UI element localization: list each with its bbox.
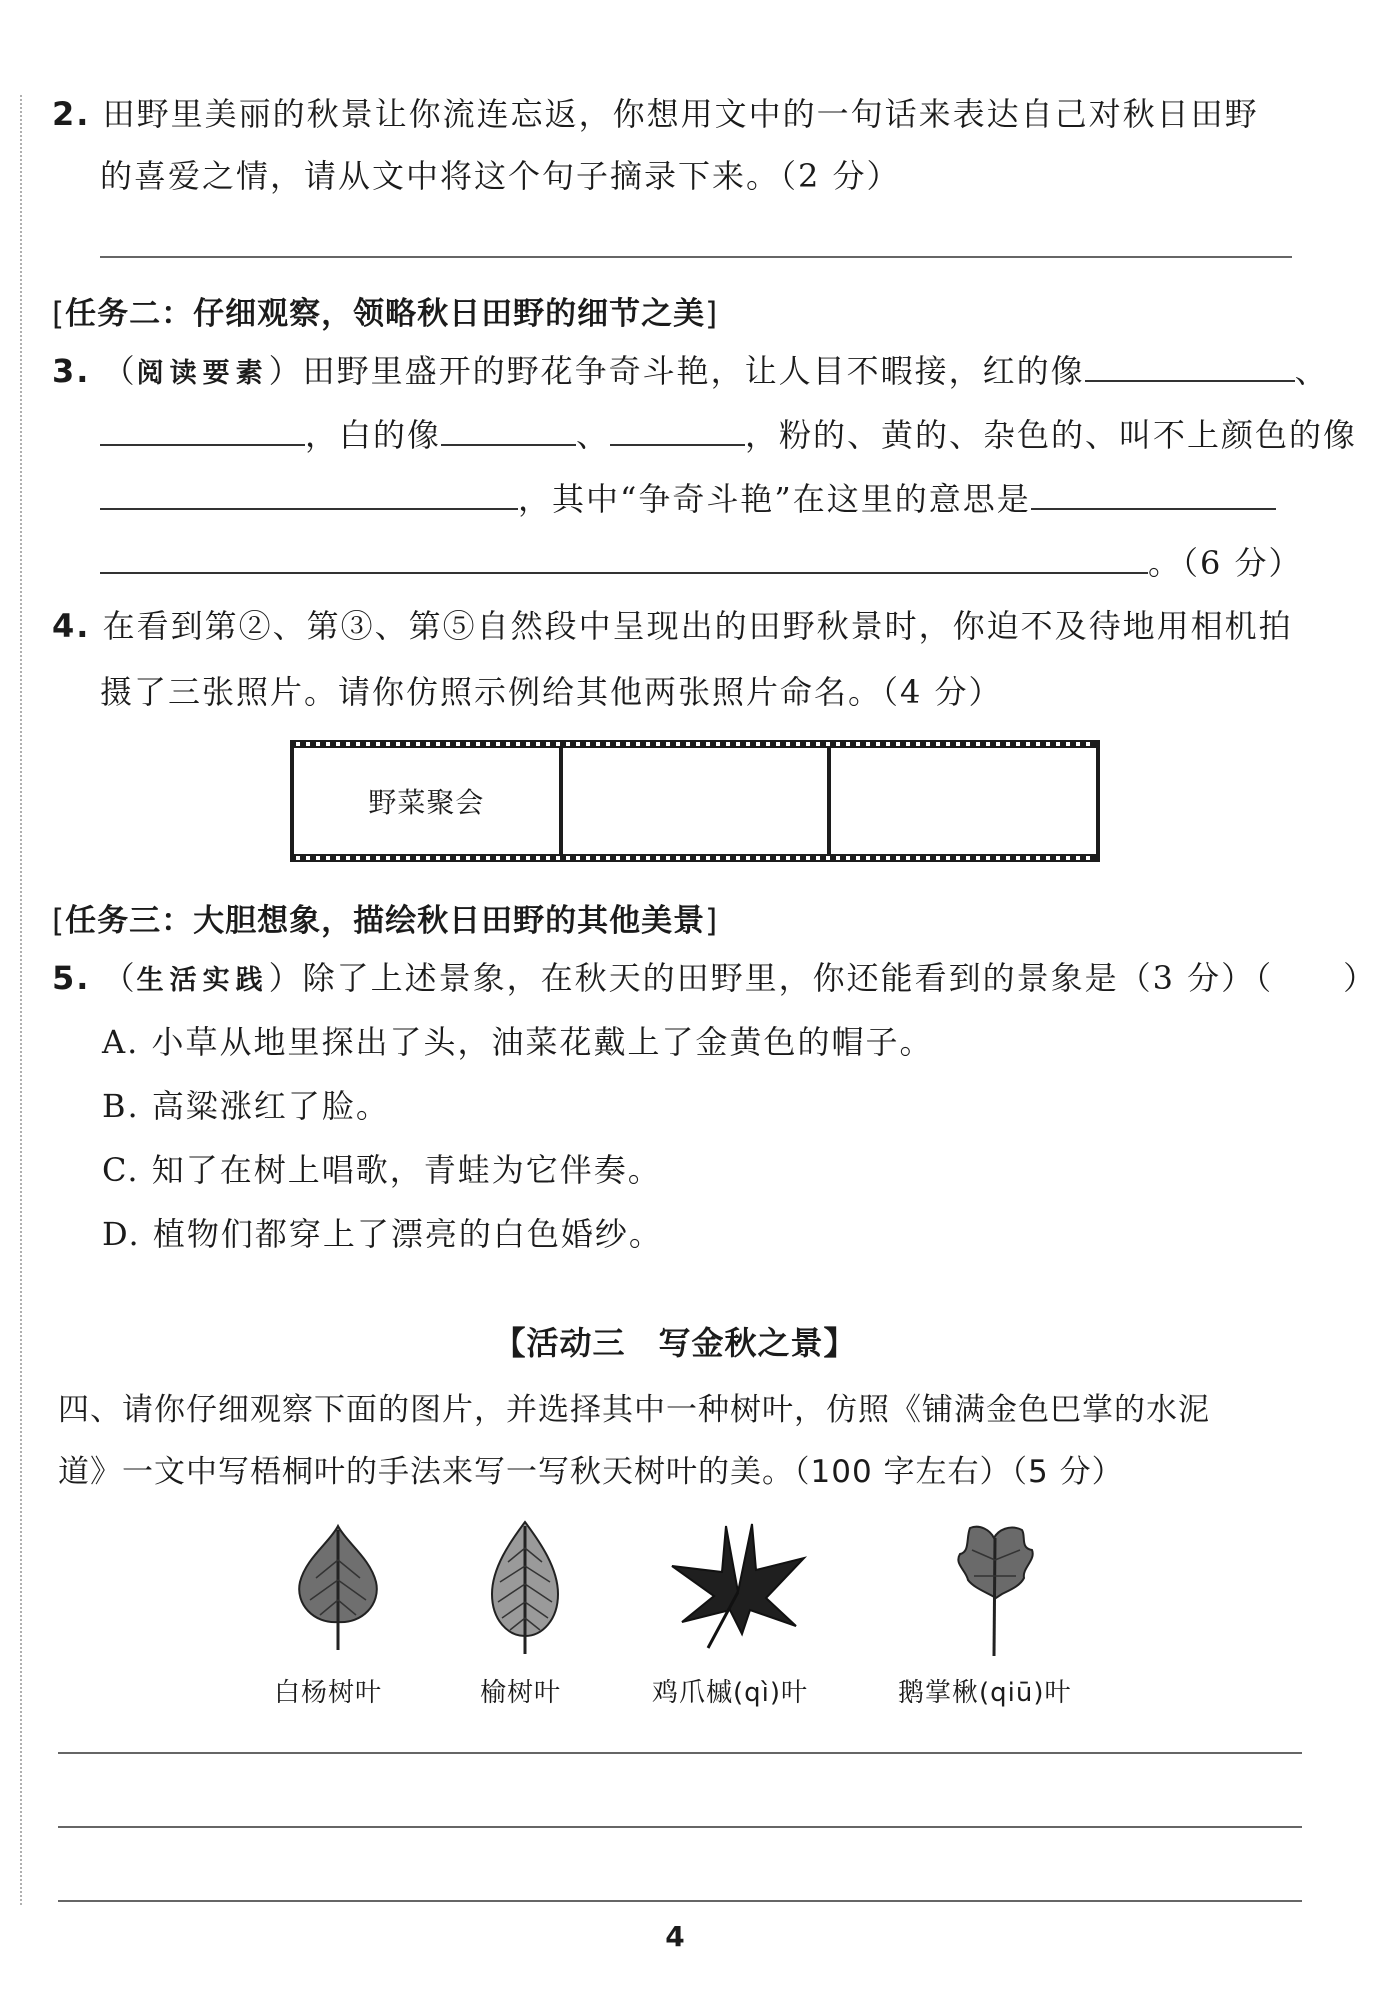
leaf-label-tulip-tree: 鹅掌楸(qiū)叶 — [898, 1678, 1072, 1708]
writing-line-2[interactable] — [58, 1826, 1302, 1828]
q3-sep-1: 、 — [1294, 352, 1329, 390]
film-perforations-top — [296, 742, 1094, 746]
page-number: 4 — [665, 1920, 685, 1953]
q3-blank-mixed[interactable] — [100, 478, 518, 510]
film-frame-2[interactable] — [563, 748, 828, 854]
leaf-label-elm: 榆树叶 — [480, 1678, 562, 1708]
part4-line1: 四、请你仔细观察下面的图片，并选择其中一种树叶，仿照《铺满金色巴掌的水泥 — [58, 1392, 1210, 1428]
q3-line1 — [52, 350, 1329, 394]
q5-stem-text: 除了上述景象，在秋天的田野里，你还能看到的景象是（3 分）（ — [302, 959, 1274, 997]
q5-option-c[interactable]: C. 知了在树上唱歌，青蛙为它伴奏。 — [102, 1151, 662, 1189]
q2-text-1: 田野里美丽的秋景让你流连忘返，你想用文中的一句话来表达自己对秋日田野 — [102, 95, 1259, 133]
q3-line2 — [100, 414, 1357, 455]
q3-text-2c: ，粉的、黄的、杂色的、叫不上颜色的像 — [745, 416, 1358, 454]
q3-text-1: 田野里盛开的野花争奇斗艳，让人目不暇接，红的像 — [302, 352, 1085, 390]
film-frame-1: 野菜聚会 — [294, 748, 559, 854]
elm-leaf-icon — [480, 1518, 570, 1658]
q4-line2: 摄了三张照片。请你仿照示例给其他两张照片命名。（4 分） — [100, 673, 1003, 711]
activity3-title: 【活动三 写金秋之景】 — [493, 1324, 857, 1362]
task2-title: 任务二：仔细观察，领略秋日田野的细节之美 — [65, 296, 706, 332]
q3-tag: 阅读要素 — [136, 358, 269, 389]
q2-line2: 的喜爱之情，请从文中将这个句子摘录下来。（2 分） — [100, 157, 901, 195]
q3-score: 。（6 分） — [1148, 544, 1303, 582]
part4-line2: 道》一文中写梧桐叶的手法来写一写秋天树叶的美。（100 字左右）（5 分） — [58, 1454, 1124, 1490]
q3-blank-red[interactable] — [1085, 350, 1295, 382]
margin-divider — [20, 95, 22, 1905]
task2-heading — [52, 288, 718, 333]
q3-blank-white-1[interactable] — [441, 414, 576, 446]
q5-option-d[interactable]: D. 植物们都穿上了漂亮的白色婚纱。 — [102, 1215, 663, 1253]
q3-blank-red-2[interactable] — [100, 414, 305, 446]
q3-tag-close: ） — [268, 352, 303, 390]
q5-stem — [52, 958, 1377, 1001]
q2-answer-line[interactable] — [100, 256, 1292, 258]
task3-close: ] — [705, 903, 719, 939]
q2-number: 2. — [52, 95, 91, 133]
q5-tag-close: ） — [268, 959, 303, 997]
q3-line3 — [100, 478, 1276, 519]
poplar-leaf-icon — [288, 1520, 388, 1655]
q3-text-2b: 、 — [576, 416, 611, 454]
maple-leaf-icon — [668, 1522, 808, 1652]
writing-line-3[interactable] — [58, 1900, 1302, 1902]
leaf-label-poplar: 白杨树叶 — [274, 1678, 383, 1708]
q3-text-3: ，其中“争奇斗艳”在这里的意思是 — [518, 480, 1031, 518]
q3-line4 — [100, 542, 1303, 583]
film-strip — [290, 740, 1100, 862]
film-frame-3[interactable] — [831, 748, 1096, 854]
writing-line-1[interactable] — [58, 1752, 1302, 1754]
q5-number: 5. — [52, 959, 91, 997]
q3-tag-open: （ — [102, 352, 137, 390]
q3-text-2a: ，白的像 — [305, 416, 442, 454]
task2-open: [ — [52, 296, 66, 332]
q5-option-b[interactable]: B. 高粱涨红了脸。 — [102, 1087, 390, 1125]
q4-number: 4. — [52, 607, 91, 645]
q5-tag: 生活实践 — [136, 965, 269, 996]
q3-number: 3. — [52, 352, 91, 390]
film-perforations-bottom — [296, 856, 1094, 860]
tulip-tree-leaf-icon — [950, 1520, 1040, 1660]
q5-paren-close: ） — [1343, 959, 1377, 997]
task2-close: ] — [705, 296, 719, 332]
q5-option-a[interactable]: A. 小草从地里探出了头，油菜花戴上了金黄色的帽子。 — [102, 1023, 934, 1061]
q3-blank-meaning-2[interactable] — [100, 542, 1148, 574]
task3-heading — [52, 895, 718, 940]
task3-open: [ — [52, 903, 66, 939]
leaf-label-maple: 鸡爪槭(qì)叶 — [652, 1678, 809, 1708]
q2-line1 — [52, 94, 1259, 134]
q4-line1 — [52, 606, 1293, 646]
q5-tag-open: （ — [102, 959, 137, 997]
task3-title: 任务三：大胆想象，描绘秋日田野的其他美景 — [65, 903, 706, 939]
q3-blank-white-2[interactable] — [610, 414, 745, 446]
q4-text-1: 在看到第②、第③、第⑤自然段中呈现出的田野秋景时，你迫不及待地用相机拍 — [102, 607, 1293, 645]
q3-blank-meaning-1[interactable] — [1031, 478, 1276, 510]
